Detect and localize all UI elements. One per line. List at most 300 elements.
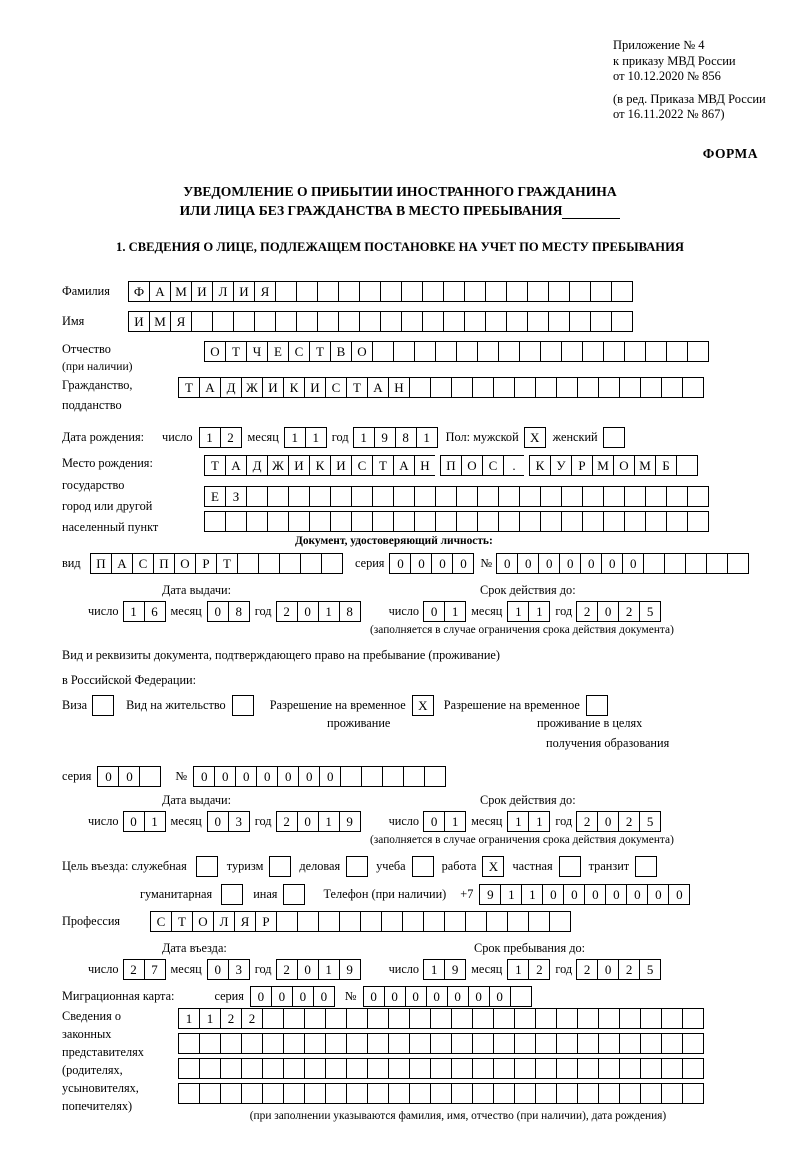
char-cell[interactable] <box>414 486 436 507</box>
char-cell[interactable] <box>367 1008 389 1029</box>
char-cell[interactable]: 0 <box>297 811 319 832</box>
stay-until-year-input[interactable] <box>576 959 661 980</box>
char-cell[interactable]: С <box>288 341 310 362</box>
char-cell[interactable] <box>598 377 620 398</box>
char-cell[interactable]: И <box>330 455 352 476</box>
profession-input[interactable] <box>150 911 571 932</box>
char-cell[interactable] <box>409 1083 431 1104</box>
surname-input[interactable] <box>128 281 633 302</box>
stay-valid-day-input[interactable] <box>423 811 466 832</box>
char-cell[interactable] <box>485 311 507 332</box>
char-cell[interactable]: 6 <box>144 601 166 622</box>
purpose-study-checkbox[interactable] <box>412 856 434 877</box>
purpose-transit-checkbox[interactable] <box>635 856 657 877</box>
char-cell[interactable]: 7 <box>144 959 166 980</box>
char-cell[interactable] <box>267 486 289 507</box>
char-cell[interactable]: Т <box>309 341 331 362</box>
char-cell[interactable] <box>220 1033 242 1054</box>
char-cell[interactable] <box>577 1033 599 1054</box>
char-cell[interactable]: 0 <box>250 986 272 1007</box>
char-cell[interactable] <box>283 1083 305 1104</box>
char-cell[interactable]: 0 <box>605 884 627 905</box>
stay-issue-month-input[interactable] <box>207 811 250 832</box>
char-cell[interactable] <box>577 1008 599 1029</box>
char-cell[interactable] <box>388 1008 410 1029</box>
char-cell[interactable]: 3 <box>228 811 250 832</box>
char-cell[interactable]: О <box>204 341 226 362</box>
char-cell[interactable] <box>367 1033 389 1054</box>
char-cell[interactable]: 0 <box>447 986 469 1007</box>
char-cell[interactable] <box>535 1008 557 1029</box>
char-cell[interactable] <box>178 1033 200 1054</box>
char-cell[interactable]: 1 <box>318 601 340 622</box>
legal-rep-line3-input[interactable] <box>178 1058 704 1079</box>
migration-number-input[interactable] <box>363 986 532 1007</box>
char-cell[interactable] <box>430 377 452 398</box>
char-cell[interactable] <box>472 377 494 398</box>
char-cell[interactable] <box>381 911 403 932</box>
char-cell[interactable] <box>325 1033 347 1054</box>
char-cell[interactable] <box>346 1083 368 1104</box>
char-cell[interactable] <box>283 1058 305 1079</box>
char-cell[interactable]: 8 <box>395 427 417 448</box>
char-cell[interactable] <box>619 1058 641 1079</box>
char-cell[interactable]: 0 <box>256 766 278 787</box>
char-cell[interactable] <box>477 486 499 507</box>
char-cell[interactable]: У <box>550 455 572 476</box>
char-cell[interactable]: С <box>132 553 154 574</box>
char-cell[interactable]: 0 <box>235 766 257 787</box>
char-cell[interactable] <box>435 486 457 507</box>
char-cell[interactable] <box>321 553 343 574</box>
char-cell[interactable] <box>178 1083 200 1104</box>
char-cell[interactable] <box>556 1033 578 1054</box>
char-cell[interactable]: 0 <box>496 553 518 574</box>
char-cell[interactable] <box>598 1033 620 1054</box>
char-cell[interactable] <box>577 1083 599 1104</box>
char-cell[interactable] <box>514 377 536 398</box>
char-cell[interactable]: Е <box>267 341 289 362</box>
doc-kind-input[interactable] <box>90 553 343 574</box>
char-cell[interactable] <box>549 911 571 932</box>
char-cell[interactable]: 0 <box>297 601 319 622</box>
char-cell[interactable] <box>472 1033 494 1054</box>
char-cell[interactable] <box>351 511 373 532</box>
char-cell[interactable] <box>706 553 728 574</box>
char-cell[interactable]: 1 <box>353 427 375 448</box>
char-cell[interactable]: 8 <box>228 601 250 622</box>
char-cell[interactable]: Д <box>246 455 268 476</box>
char-cell[interactable]: 9 <box>444 959 466 980</box>
char-cell[interactable] <box>241 1058 263 1079</box>
char-cell[interactable] <box>645 341 667 362</box>
char-cell[interactable] <box>493 1083 515 1104</box>
char-cell[interactable] <box>317 311 339 332</box>
char-cell[interactable] <box>340 766 362 787</box>
char-cell[interactable] <box>624 511 646 532</box>
char-cell[interactable]: 0 <box>319 766 341 787</box>
char-cell[interactable]: О <box>613 455 635 476</box>
char-cell[interactable]: 1 <box>521 884 543 905</box>
char-cell[interactable] <box>477 341 499 362</box>
char-cell[interactable]: 1 <box>444 811 466 832</box>
char-cell[interactable] <box>493 1008 515 1029</box>
char-cell[interactable]: И <box>233 281 255 302</box>
char-cell[interactable]: П <box>153 553 175 574</box>
char-cell[interactable] <box>430 1058 452 1079</box>
char-cell[interactable]: 1 <box>284 427 306 448</box>
birthplace-line1-input[interactable] <box>204 455 698 476</box>
char-cell[interactable] <box>246 511 268 532</box>
char-cell[interactable]: 9 <box>374 427 396 448</box>
char-cell[interactable] <box>548 281 570 302</box>
char-cell[interactable] <box>409 1058 431 1079</box>
char-cell[interactable]: Д <box>220 377 242 398</box>
char-cell[interactable]: 0 <box>580 553 602 574</box>
char-cell[interactable]: Ж <box>241 377 263 398</box>
char-cell[interactable] <box>367 1083 389 1104</box>
char-cell[interactable] <box>330 486 352 507</box>
char-cell[interactable]: М <box>592 455 614 476</box>
char-cell[interactable] <box>540 511 562 532</box>
char-cell[interactable] <box>603 341 625 362</box>
doc-number-input[interactable] <box>496 553 749 574</box>
char-cell[interactable] <box>598 1008 620 1029</box>
char-cell[interactable] <box>275 281 297 302</box>
char-cell[interactable] <box>645 486 667 507</box>
char-cell[interactable] <box>414 341 436 362</box>
char-cell[interactable] <box>556 377 578 398</box>
purpose-tourism-checkbox[interactable] <box>269 856 291 877</box>
char-cell[interactable] <box>424 766 446 787</box>
char-cell[interactable] <box>603 486 625 507</box>
char-cell[interactable]: З <box>225 486 247 507</box>
char-cell[interactable] <box>619 1033 641 1054</box>
char-cell[interactable] <box>325 1008 347 1029</box>
char-cell[interactable] <box>414 511 436 532</box>
char-cell[interactable]: 1 <box>500 884 522 905</box>
doc-valid-year-input[interactable] <box>576 601 661 622</box>
birthplace-line3-input[interactable] <box>204 511 709 532</box>
char-cell[interactable] <box>682 1058 704 1079</box>
char-cell[interactable]: М <box>170 281 192 302</box>
char-cell[interactable]: 0 <box>297 959 319 980</box>
char-cell[interactable] <box>556 1083 578 1104</box>
purpose-other-checkbox[interactable] <box>283 884 305 905</box>
char-cell[interactable]: 2 <box>123 959 145 980</box>
char-cell[interactable] <box>297 911 319 932</box>
stay-valid-year-input[interactable] <box>576 811 661 832</box>
char-cell[interactable]: 1 <box>318 811 340 832</box>
char-cell[interactable] <box>507 911 529 932</box>
doc-issue-day-input[interactable] <box>123 601 166 622</box>
char-cell[interactable]: 2 <box>576 959 598 980</box>
char-cell[interactable] <box>619 1008 641 1029</box>
char-cell[interactable] <box>304 1008 326 1029</box>
char-cell[interactable] <box>561 341 583 362</box>
char-cell[interactable] <box>569 311 591 332</box>
char-cell[interactable] <box>661 1033 683 1054</box>
char-cell[interactable]: 1 <box>444 601 466 622</box>
char-cell[interactable] <box>237 553 259 574</box>
char-cell[interactable] <box>477 511 499 532</box>
char-cell[interactable] <box>258 553 280 574</box>
char-cell[interactable]: 5 <box>639 811 661 832</box>
char-cell[interactable]: Л <box>213 911 235 932</box>
char-cell[interactable]: 1 <box>528 601 550 622</box>
char-cell[interactable] <box>624 486 646 507</box>
char-cell[interactable] <box>430 1033 452 1054</box>
char-cell[interactable] <box>590 281 612 302</box>
char-cell[interactable] <box>246 486 268 507</box>
char-cell[interactable] <box>241 1033 263 1054</box>
char-cell[interactable]: 0 <box>597 959 619 980</box>
char-cell[interactable] <box>309 511 331 532</box>
char-cell[interactable] <box>346 1008 368 1029</box>
stay-until-day-input[interactable] <box>423 959 466 980</box>
char-cell[interactable] <box>519 486 541 507</box>
char-cell[interactable] <box>409 1008 431 1029</box>
char-cell[interactable]: Б <box>655 455 677 476</box>
char-cell[interactable]: 2 <box>618 959 640 980</box>
char-cell[interactable]: 0 <box>410 553 432 574</box>
char-cell[interactable]: А <box>225 455 247 476</box>
name-input[interactable] <box>128 311 633 332</box>
char-cell[interactable] <box>393 341 415 362</box>
char-cell[interactable] <box>409 1033 431 1054</box>
stay-number-input[interactable] <box>193 766 446 787</box>
char-cell[interactable]: 0 <box>517 553 539 574</box>
char-cell[interactable] <box>456 511 478 532</box>
char-cell[interactable] <box>430 1008 452 1029</box>
char-cell[interactable]: 0 <box>563 884 585 905</box>
char-cell[interactable]: 1 <box>416 427 438 448</box>
char-cell[interactable]: П <box>90 553 112 574</box>
char-cell[interactable] <box>422 311 444 332</box>
char-cell[interactable]: С <box>325 377 347 398</box>
char-cell[interactable] <box>372 511 394 532</box>
char-cell[interactable] <box>275 311 297 332</box>
char-cell[interactable]: 0 <box>118 766 140 787</box>
char-cell[interactable] <box>388 1083 410 1104</box>
char-cell[interactable]: Ч <box>246 341 268 362</box>
char-cell[interactable]: 1 <box>507 601 529 622</box>
char-cell[interactable]: И <box>262 377 284 398</box>
char-cell[interactable] <box>262 1058 284 1079</box>
char-cell[interactable]: 2 <box>576 811 598 832</box>
char-cell[interactable]: 9 <box>339 959 361 980</box>
char-cell[interactable]: 0 <box>123 811 145 832</box>
purpose-service-checkbox[interactable] <box>196 856 218 877</box>
char-cell[interactable]: Т <box>171 911 193 932</box>
char-cell[interactable]: 0 <box>489 986 511 1007</box>
stay-series-input[interactable] <box>97 766 161 787</box>
char-cell[interactable]: О <box>461 455 483 476</box>
purpose-humanitarian-checkbox[interactable] <box>221 884 243 905</box>
char-cell[interactable] <box>220 1058 242 1079</box>
sex-male-checkbox[interactable]: X <box>524 427 546 448</box>
entry-month-input[interactable] <box>207 959 250 980</box>
phone-input[interactable] <box>479 884 690 905</box>
char-cell[interactable] <box>430 1083 452 1104</box>
char-cell[interactable]: И <box>288 455 310 476</box>
char-cell[interactable]: 2 <box>220 1008 242 1029</box>
char-cell[interactable]: . <box>503 455 525 476</box>
char-cell[interactable]: 9 <box>339 811 361 832</box>
char-cell[interactable] <box>403 766 425 787</box>
char-cell[interactable]: С <box>351 455 373 476</box>
legal-rep-line2-input[interactable] <box>178 1033 704 1054</box>
char-cell[interactable] <box>199 1058 221 1079</box>
char-cell[interactable] <box>676 455 698 476</box>
char-cell[interactable] <box>506 311 528 332</box>
char-cell[interactable] <box>527 311 549 332</box>
char-cell[interactable] <box>498 341 520 362</box>
entry-year-input[interactable] <box>276 959 361 980</box>
char-cell[interactable] <box>338 311 360 332</box>
char-cell[interactable] <box>444 911 466 932</box>
char-cell[interactable] <box>472 1008 494 1029</box>
char-cell[interactable] <box>582 486 604 507</box>
char-cell[interactable]: 1 <box>178 1008 200 1029</box>
char-cell[interactable]: 0 <box>207 601 229 622</box>
char-cell[interactable] <box>464 281 486 302</box>
doc-issue-month-input[interactable] <box>207 601 250 622</box>
char-cell[interactable] <box>687 511 709 532</box>
char-cell[interactable] <box>661 1083 683 1104</box>
char-cell[interactable]: 0 <box>538 553 560 574</box>
char-cell[interactable] <box>486 911 508 932</box>
char-cell[interactable]: 0 <box>584 884 606 905</box>
char-cell[interactable] <box>582 341 604 362</box>
char-cell[interactable] <box>283 1033 305 1054</box>
legal-rep-line1-input[interactable] <box>178 1008 704 1029</box>
char-cell[interactable]: 2 <box>276 959 298 980</box>
char-cell[interactable]: Я <box>234 911 256 932</box>
char-cell[interactable]: Т <box>346 377 368 398</box>
char-cell[interactable] <box>346 1033 368 1054</box>
char-cell[interactable]: Л <box>212 281 234 302</box>
char-cell[interactable] <box>276 911 298 932</box>
char-cell[interactable] <box>339 911 361 932</box>
stay-issue-day-input[interactable] <box>123 811 166 832</box>
char-cell[interactable] <box>359 281 381 302</box>
purpose-work-checkbox[interactable]: X <box>482 856 504 877</box>
char-cell[interactable] <box>372 341 394 362</box>
char-cell[interactable] <box>640 1058 662 1079</box>
char-cell[interactable] <box>317 281 339 302</box>
migration-series-input[interactable] <box>250 986 335 1007</box>
char-cell[interactable] <box>611 281 633 302</box>
residence-permit-checkbox[interactable] <box>232 695 254 716</box>
char-cell[interactable] <box>498 511 520 532</box>
char-cell[interactable]: 1 <box>305 427 327 448</box>
char-cell[interactable]: С <box>150 911 172 932</box>
char-cell[interactable] <box>535 377 557 398</box>
char-cell[interactable]: И <box>304 377 326 398</box>
char-cell[interactable]: 0 <box>214 766 236 787</box>
char-cell[interactable]: 1 <box>199 427 221 448</box>
legal-rep-line4-input[interactable] <box>178 1083 704 1104</box>
char-cell[interactable] <box>535 1033 557 1054</box>
char-cell[interactable] <box>611 311 633 332</box>
char-cell[interactable] <box>582 511 604 532</box>
char-cell[interactable] <box>296 311 318 332</box>
stay-issue-year-input[interactable] <box>276 811 361 832</box>
char-cell[interactable]: А <box>111 553 133 574</box>
char-cell[interactable] <box>556 1058 578 1079</box>
char-cell[interactable]: О <box>192 911 214 932</box>
char-cell[interactable]: И <box>128 311 150 332</box>
char-cell[interactable] <box>528 911 550 932</box>
char-cell[interactable]: Р <box>195 553 217 574</box>
char-cell[interactable]: Ж <box>267 455 289 476</box>
char-cell[interactable] <box>640 1008 662 1029</box>
char-cell[interactable]: 1 <box>318 959 340 980</box>
char-cell[interactable]: 0 <box>363 986 385 1007</box>
char-cell[interactable]: 9 <box>479 884 501 905</box>
char-cell[interactable]: 0 <box>271 986 293 1007</box>
char-cell[interactable] <box>472 1083 494 1104</box>
char-cell[interactable]: 0 <box>97 766 119 787</box>
char-cell[interactable]: В <box>330 341 352 362</box>
char-cell[interactable] <box>325 1083 347 1104</box>
char-cell[interactable] <box>451 1058 473 1079</box>
char-cell[interactable]: 0 <box>468 986 490 1007</box>
char-cell[interactable] <box>640 1083 662 1104</box>
char-cell[interactable] <box>393 486 415 507</box>
patronymic-input[interactable] <box>204 341 709 362</box>
char-cell[interactable] <box>380 311 402 332</box>
stay-valid-month-input[interactable] <box>507 811 550 832</box>
char-cell[interactable]: 0 <box>622 553 644 574</box>
char-cell[interactable] <box>519 511 541 532</box>
char-cell[interactable]: 0 <box>452 553 474 574</box>
char-cell[interactable]: 1 <box>144 811 166 832</box>
char-cell[interactable] <box>451 377 473 398</box>
char-cell[interactable]: М <box>634 455 656 476</box>
char-cell[interactable]: Т <box>216 553 238 574</box>
char-cell[interactable]: 0 <box>647 884 669 905</box>
char-cell[interactable] <box>619 377 641 398</box>
char-cell[interactable] <box>561 511 583 532</box>
char-cell[interactable] <box>666 486 688 507</box>
char-cell[interactable] <box>178 1058 200 1079</box>
edu-residence-checkbox[interactable] <box>586 695 608 716</box>
doc-valid-day-input[interactable] <box>423 601 466 622</box>
char-cell[interactable] <box>451 1008 473 1029</box>
char-cell[interactable]: А <box>367 377 389 398</box>
char-cell[interactable] <box>225 511 247 532</box>
char-cell[interactable]: 0 <box>207 811 229 832</box>
char-cell[interactable] <box>318 911 340 932</box>
char-cell[interactable] <box>514 1033 536 1054</box>
char-cell[interactable] <box>212 311 234 332</box>
char-cell[interactable]: 0 <box>389 553 411 574</box>
char-cell[interactable] <box>361 766 383 787</box>
char-cell[interactable] <box>727 553 749 574</box>
char-cell[interactable] <box>624 341 646 362</box>
char-cell[interactable] <box>254 311 276 332</box>
char-cell[interactable]: Н <box>388 377 410 398</box>
char-cell[interactable] <box>540 486 562 507</box>
char-cell[interactable]: Т <box>372 455 394 476</box>
citizenship-input[interactable] <box>178 377 704 398</box>
char-cell[interactable] <box>262 1083 284 1104</box>
char-cell[interactable] <box>233 311 255 332</box>
char-cell[interactable]: Т <box>204 455 226 476</box>
char-cell[interactable] <box>514 1083 536 1104</box>
